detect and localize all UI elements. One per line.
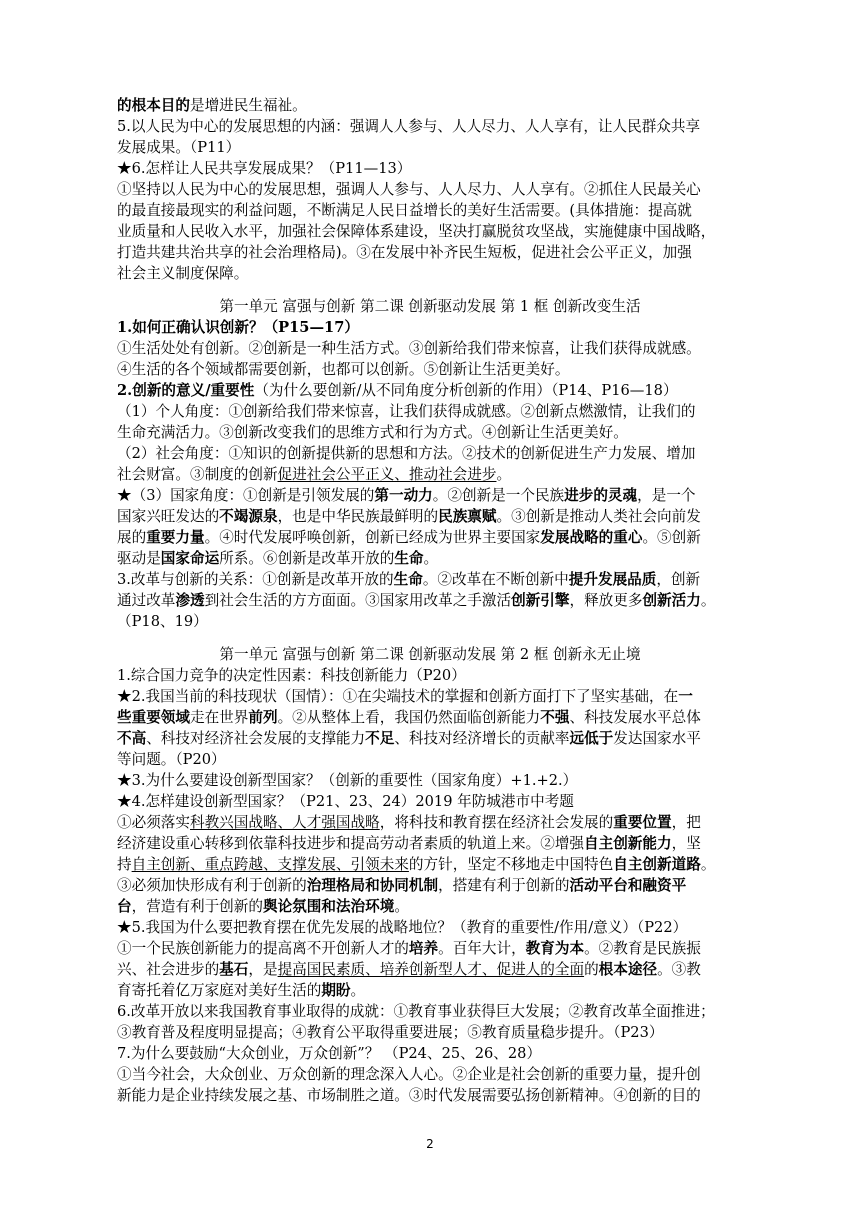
underlined-text: 促进社会公平正义、推动社会进步 [277, 466, 497, 483]
text-segment: ，也是中华民族最鲜明的 [277, 508, 439, 525]
underlined-text: 科教兴国战略、人才强国战略 [189, 814, 380, 831]
bold-text: 台 [117, 898, 132, 915]
text-segment: 、科技发展水平总体 [569, 709, 701, 726]
text-segment: ，搭建有利于创新的 [438, 877, 570, 894]
underlined-text: 自主创新、重点跨越、支撑发展、引领未来 [131, 856, 409, 873]
bold-text: 一 [678, 688, 693, 705]
text-segment: 到社会生活的方方面面。③国家用改革之手激活 [204, 592, 512, 609]
text-segment: 。④时代发展呼唤创新，创新已经成为世界主要国家 [204, 529, 541, 546]
text-segment: 驱动是 [117, 550, 161, 567]
bold-text: 不高 [117, 730, 147, 747]
text-line [117, 749, 226, 770]
text-line [117, 179, 701, 200]
text-segment: ①当今社会，大众创业、万众创新的理念深入人心。②企业是社会创新的重要力量，提升创 [117, 1066, 701, 1083]
text-segment: 、科技对经济增长的贡献率 [394, 730, 570, 747]
text-line [117, 707, 701, 728]
bold-text: 生命 [394, 550, 424, 567]
text-line [117, 527, 701, 548]
text-segment: 走在世界 [189, 709, 249, 726]
text-segment: 。③创新是推动人类社会向前发 [496, 508, 701, 525]
text-segment: 通过改革 [117, 592, 176, 609]
text-segment: ★4.怎样建设创新型国家？（P21、23、24）2019 年防城港市中考题 [117, 793, 574, 810]
text-line [117, 791, 574, 812]
text-segment: 社会财富。③制度的创新 [117, 466, 278, 483]
text-segment: ①生活处处有创新。②创新是一种生活方式。③创新给我们带来惊喜，让我们获得成就感。 [117, 340, 701, 357]
bold-text: 教育为本 [525, 940, 585, 957]
text-segment: 。 [394, 898, 409, 915]
text-segment: 生命充满活力。③创新改变我们的思维方式和行为方式。④创新让生活更美好。 [117, 424, 628, 441]
text-segment: 展的 [117, 529, 147, 546]
text-line [117, 1001, 715, 1022]
bold-text: 不足 [365, 730, 395, 747]
text-segment: 。百年大计， [438, 940, 526, 957]
bold-text: 国家命运 [160, 550, 220, 567]
text-line [117, 464, 511, 485]
text-line [117, 896, 409, 917]
text-line [117, 812, 701, 833]
text-line [117, 263, 248, 284]
text-segment: ④生活的各个领域都需要创新，也都可以创新。⑤创新让生活更美好。 [117, 361, 570, 378]
bold-text: 远低于 [569, 730, 614, 747]
text-line [117, 506, 701, 527]
text-line [117, 548, 438, 569]
text-segment: ①坚持以人民为中心的发展思想，强调人人参与、人人尽力、人人享有。②抓住人民最关心 [117, 181, 701, 198]
text-segment: 业质量和人民收入水平，加强社会保障体系建设，坚决打赢脱贫攻坚战，实施健康中国战略， [117, 223, 716, 240]
text-segment: ，创新 [656, 571, 701, 588]
text-line [117, 590, 715, 611]
text-segment: （为什么要创新/从不同角度分析创新的作用）（P14、P16—18） [254, 382, 678, 399]
text-segment: ，坚 [671, 835, 701, 852]
text-line [117, 359, 569, 380]
bold-text: 舆论氛围和法治环境 [262, 898, 395, 915]
text-line [117, 611, 208, 632]
text-line [117, 665, 466, 686]
section-heading [0, 644, 860, 665]
text-segment: ①必须落实 [117, 814, 190, 831]
bold-text: 重要位置 [613, 814, 672, 831]
text-segment: ，把 [671, 814, 701, 831]
text-segment: 、科技对经济社会发展的支撑能力 [146, 730, 366, 747]
bold-text: 基石 [219, 961, 249, 978]
text-line [117, 728, 701, 749]
bold-text: 前列 [248, 709, 278, 726]
bold-text: 的根本目的 [117, 97, 190, 114]
text-line [117, 959, 701, 980]
text-segment: 持 [117, 856, 132, 873]
text-segment: 的 [584, 961, 599, 978]
text-segment: ，是一个 [637, 487, 696, 504]
text-line [117, 1043, 541, 1064]
text-segment: 的最直接最现实的利益问题，不断满足人民日益增长的美好生活需要。(具体措施：提高就 [117, 202, 692, 219]
bold-text: 民族禀赋 [438, 508, 497, 525]
text-line [117, 221, 715, 242]
text-segment: 经济建设重心转移到依靠科技进步和提高劳动者素质的轨道上来。②增强 [117, 835, 585, 852]
text-segment: 。 [423, 550, 439, 567]
bold-text: 重要力量 [146, 529, 205, 546]
bold-text: 不强 [540, 709, 570, 726]
bold-text: 活动平台和融资平 [569, 877, 687, 894]
text-line [117, 380, 678, 401]
text-segment: 育寄托着亿万家庭对美好生活的 [117, 982, 322, 999]
text-line [117, 422, 628, 443]
text-segment: （P18、19） [117, 613, 208, 630]
text-line [117, 980, 365, 1001]
bold-text: 进步的灵魂 [564, 487, 638, 504]
text-line [117, 569, 700, 590]
text-segment: ★3.为什么要建设创新型国家？（创新的重要性（国家角度）+1.+2.） [117, 772, 578, 789]
text-segment: 发展成果。（P11） [117, 139, 241, 156]
text-segment: 的方针，坚定不移地走中国特色 [408, 856, 614, 873]
bold-text: 治理格局和协同机制 [306, 877, 439, 894]
text-line [117, 833, 701, 854]
bold-text: 些重要领域 [117, 709, 190, 726]
text-line [117, 770, 577, 791]
text-segment: ③必须加快形成有利于创新的 [117, 877, 307, 894]
bold-text: 自主创新能力 [584, 835, 672, 852]
text-segment: 5.以人民为中心的发展思想的内涵：强调人人参与、人人尽力、人人享有，让人民群众共享 [117, 118, 701, 135]
text-line [117, 854, 715, 875]
bold-text: 渗透 [175, 592, 205, 609]
text-line [117, 875, 686, 896]
text-segment: 。②改革在不断创新中 [422, 571, 569, 588]
text-segment: 发达国家水平 [613, 730, 701, 747]
bold-text: 自主创新道路 [613, 856, 701, 873]
text-segment: 社会主义制度保障。 [117, 265, 249, 282]
bold-text: 创新引擎 [511, 592, 570, 609]
text-segment: （1）个人角度：①创新给我们带来惊喜，让我们获得成就感。②创新点燃激情，让我们的 [117, 403, 696, 420]
text-line [117, 200, 692, 221]
text-segment: 。②从整体上看，我国仍然面临创新能力 [277, 709, 541, 726]
text-line [117, 242, 692, 263]
text-segment: ★2.我国当前的科技现状（国情）：①在尖端技术的掌握和创新方面打下了坚实基础，在 [117, 688, 679, 705]
page-number: 2 [426, 1137, 434, 1151]
text-segment: 。③教 [657, 961, 701, 978]
text-segment: 1.综合国力竞争的决定性因素：科技创新能力（P20） [117, 667, 466, 684]
text-line [117, 137, 240, 158]
text-segment: 打造共建共治共享的社会治理格局)。③在发展中补齐民生短板，促进社会公平正义，加强 [117, 244, 692, 261]
bold-text: 培养 [408, 940, 439, 957]
bold-text: 发展战略的重心 [540, 529, 643, 546]
text-line [117, 485, 696, 506]
text-segment: 第一单元 富强与创新 第二课 创新驱动发展 第 1 框 创新改变生活 [219, 298, 641, 315]
text-segment: 3.改革与创新的关系：①创新是改革开放的 [117, 571, 394, 588]
text-segment: ★6.怎样让人民共享发展成果？（P11—13） [117, 160, 412, 177]
text-segment: 。②创新是一个民族 [432, 487, 565, 504]
bold-text: 期盼 [321, 982, 351, 999]
text-segment: 。 [496, 466, 512, 483]
bold-text: 不竭源泉 [219, 508, 278, 525]
text-line [117, 1064, 701, 1085]
text-segment: 是增进民生福祉。 [189, 97, 307, 114]
text-segment: 。 [700, 856, 716, 873]
text-line [117, 116, 700, 137]
text-segment: 。⑤创新 [642, 529, 701, 546]
text-line [117, 1022, 663, 1043]
section-heading [0, 296, 860, 317]
text-line [117, 338, 701, 359]
text-line [117, 1085, 701, 1106]
bold-text: 2.创新的意义/重要性 [117, 382, 255, 399]
text-segment: 国家兴旺发达的 [117, 508, 220, 525]
text-segment: 第一单元 富强与创新 第二课 创新驱动发展 第 2 框 创新永无止境 [219, 646, 641, 663]
text-segment: ★（3）国家角度：①创新是引领发展的 [117, 487, 375, 504]
bold-text: 创新活力 [642, 592, 701, 609]
text-line [117, 401, 695, 422]
text-segment: ，释放更多 [569, 592, 643, 609]
text-segment: ，是 [248, 961, 278, 978]
text-segment: 。 [350, 982, 366, 999]
text-segment: ，营造有利于创新的 [131, 898, 263, 915]
text-segment: 6.改革开放以来我国教育事业取得的成就：①教育事业获得巨大发展；②教育改革全面推进； [117, 1003, 715, 1020]
text-segment: 新能力是企业持续发展之基、市场制胜之道。③时代发展需要弘扬创新精神。④创新的目的 [117, 1087, 701, 1104]
bold-text: 1.如何正确认识创新？（P15—17） [117, 319, 359, 336]
bold-text: 提升发展品质 [568, 571, 657, 588]
text-segment: 。 [700, 592, 716, 609]
text-segment: 所系。⑥创新是改革开放的 [219, 550, 395, 567]
text-segment: ①一个民族创新能力的提高离不开创新人才的 [117, 940, 409, 957]
text-segment: ★5.我国为什么要把教育摆在优先发展的战略地位？（教育的重要性/作用/意义）（P22） [117, 919, 688, 936]
text-line [117, 95, 307, 116]
text-line [117, 443, 695, 464]
underlined-text: 提高国民素质、培养创新型人才、促进人的全面 [277, 961, 585, 978]
text-line [117, 686, 693, 707]
text-segment: 7.为什么要鼓励“大众创业，万众创新”？ （P24、25、26、28） [117, 1045, 542, 1062]
text-segment: 兴、社会进步的 [117, 961, 220, 978]
bold-text: 第一动力 [374, 487, 433, 504]
text-line [117, 917, 687, 938]
text-line [117, 317, 359, 338]
text-segment: ③教育普及程度明显提高；④教育公平取得重要进展；⑤教育质量稳步提升。（P23） [117, 1024, 664, 1041]
bold-text: 生命 [393, 571, 423, 588]
text-segment: （2）社会角度：①知识的创新提供新的思想和方法。②技术的创新促进生产力发展、增加 [117, 445, 696, 462]
text-segment: 等问题。（P20） [117, 751, 226, 768]
bold-text: 根本途径 [598, 961, 658, 978]
text-line [117, 158, 411, 179]
text-segment: ，将科技和教育摆在经济社会发展的 [379, 814, 614, 831]
text-segment: 。②教育是民族振 [584, 940, 701, 957]
text-line [117, 938, 701, 959]
